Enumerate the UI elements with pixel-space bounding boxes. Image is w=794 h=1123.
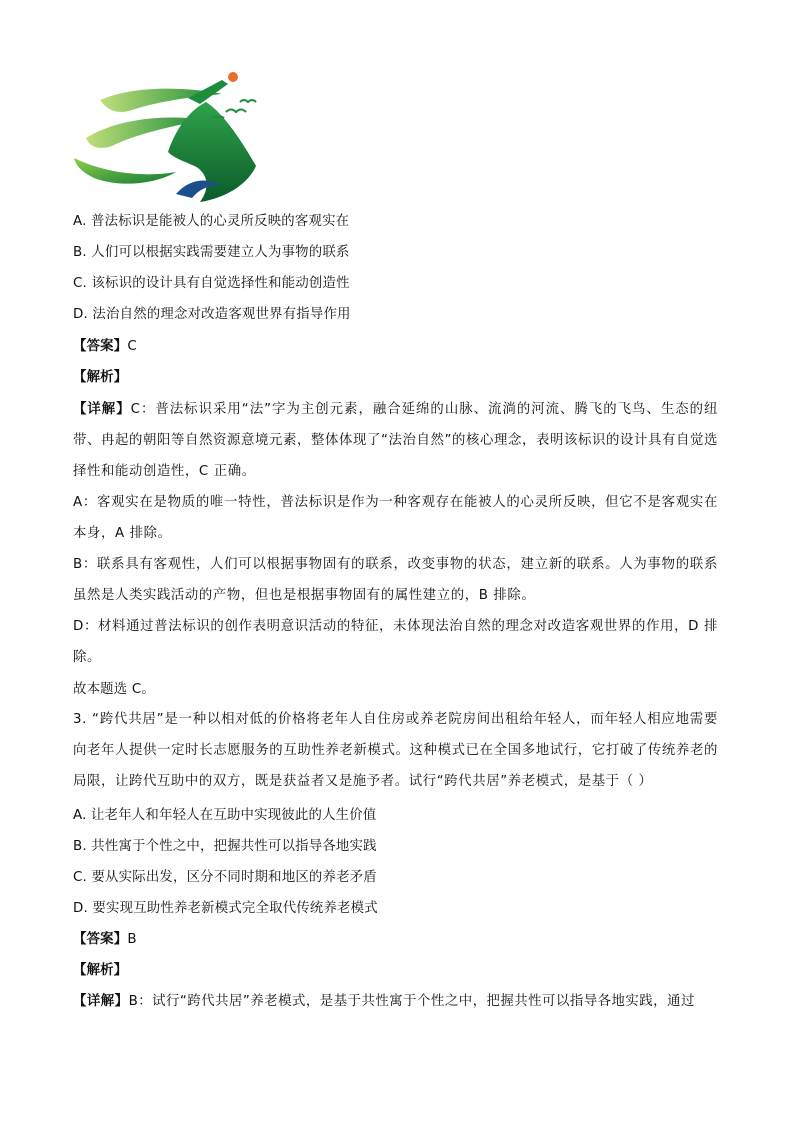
q2-conclusion: 故本题选 C。 xyxy=(73,682,155,697)
q2-detail-c xyxy=(73,394,718,487)
q3-option-d: D. 要实现互助性养老新模式完全取代传统养老模式 xyxy=(73,901,378,916)
law-emblem-logo xyxy=(72,68,268,204)
bird-icon xyxy=(226,110,246,113)
q2-option-d: D. 法治自然的理念对改造客观世界有指导作用 xyxy=(73,307,351,322)
detail-c-text: C：普法标识采用“法”字为主创元素，融合延绵的山脉、流淌的河流、腾飞的飞鸟、生态的纽带、冉起的朝阳等自然资源意境元素，整体体现了“法治自然”的核心理念，表明该标识的设计具有自觉选择性和能动创造性，C 正确。 xyxy=(73,402,719,479)
q3-stem: 3. “跨代共居”是一种以相对低的价格将老年人自住房或养老院房间出租给年轻人，而年轻人相应地需要向老年人提供一定时长志愿服务的互助性养老新模式。这种模式已在全国多地试行，它打破了传统养老的局限，让跨代互助中的双方，既是获益者又是施予者。试行“跨代共居”养老模式，是基于（ ） xyxy=(73,712,718,789)
detail-b-text: B：试行“跨代共居”养老模式，是基于共性寓于个性之中，把握共性可以指导各地实践，通过 xyxy=(128,994,695,1009)
q2-option-c: C. 该标识的设计具有自觉选择性和能动创造性 xyxy=(73,276,350,291)
q3-option-a: A. 让老年人和年轻人在互助中实现彼此的人生价值 xyxy=(73,808,377,823)
analysis-tag: 【解析】 xyxy=(73,370,128,385)
q2-detail-d: D：材料通过普法标识的创作表明意识活动的特征，未体现法治自然的理念对改造客观世界的作用，D 排除。 xyxy=(73,619,718,665)
q2-answer xyxy=(73,337,716,357)
q2-option-a: A. 普法标识是能被人的心灵所反映的客观实在 xyxy=(73,214,350,229)
answer-tag: 【答案】 xyxy=(73,339,128,354)
q2-option-b: B. 人们可以根据实践需要建立人为事物的联系 xyxy=(73,245,350,260)
answer-value: C xyxy=(127,339,137,354)
q3-detail-b xyxy=(73,992,716,1012)
q3-option-c: C. 要从实际出发，区分不同时期和地区的养老矛盾 xyxy=(73,870,377,885)
answer-value: B xyxy=(127,932,137,947)
q2-analysis-tag xyxy=(73,368,716,388)
answer-tag: 【答案】 xyxy=(73,932,128,947)
bird-icon xyxy=(240,100,256,102)
analysis-tag: 【解析】 xyxy=(73,963,128,978)
q3-option-b: B. 共性寓于个性之中，把握共性可以指导各地实践 xyxy=(73,839,377,854)
sun-icon xyxy=(228,72,238,82)
detail-tag: 【详解】 xyxy=(73,994,129,1009)
q2-detail-b: B：联系具有客观性，人们可以根据事物固有的联系，改变事物的状态，建立新的联系。人为事物的联系虽然是人类实践活动的产物，但也是根据事物固有的属性建立的，B 排除。 xyxy=(73,557,718,603)
detail-tag: 【详解】 xyxy=(73,402,131,417)
q3-analysis-tag xyxy=(73,961,716,981)
q3-answer xyxy=(73,930,716,950)
q2-detail-a: A：客观实在是物质的唯一特性，普法标识是作为一种客观存在能被人的心灵所反映，但它不是客观实在本身，A 排除。 xyxy=(73,495,718,541)
stroke-low-icon xyxy=(74,158,176,184)
